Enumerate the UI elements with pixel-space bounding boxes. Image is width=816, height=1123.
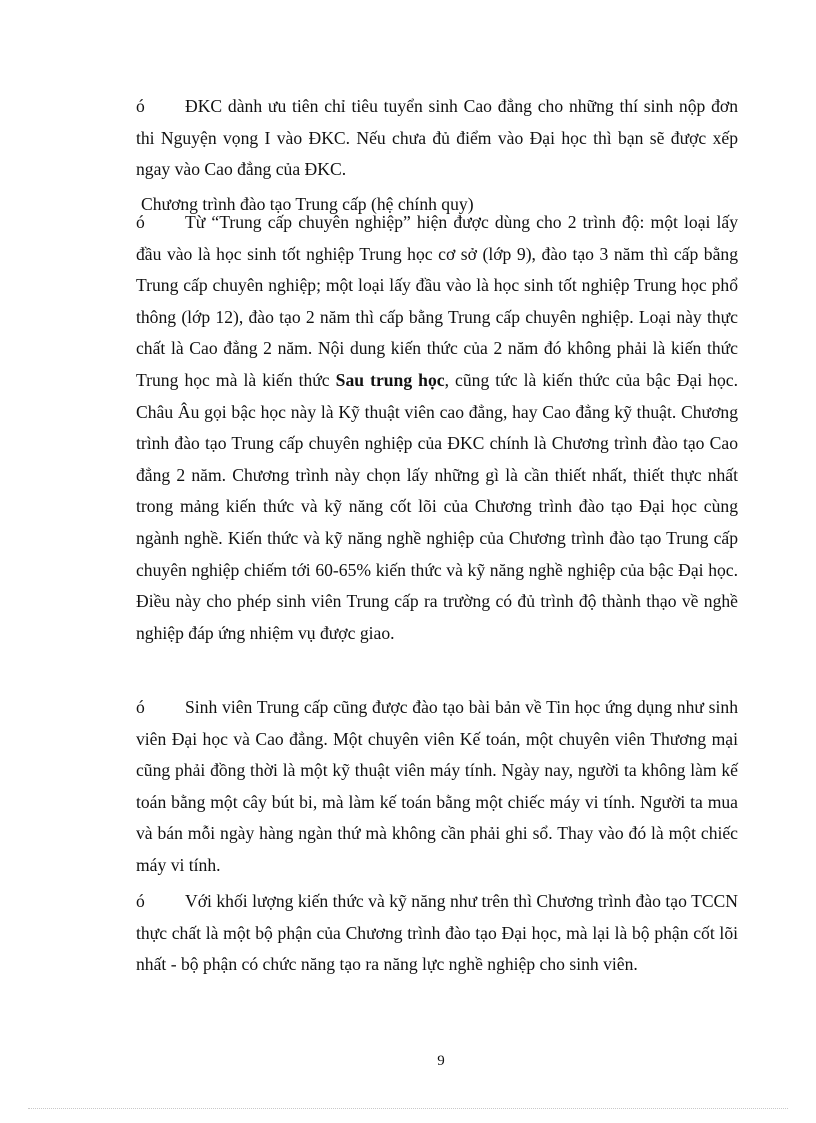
bold-phrase: Sau trung học [335,369,445,390]
bullet-symbol: ó [136,96,145,116]
page-number: 9 [437,1053,445,1069]
bullet-symbol: ó [136,212,145,232]
paragraph-text: Từ “Trung cấp chuyên nghiệp” hiện được dùng cho 2 trình độ: một loại lấy đầu vào là học sinh tốt nghiệp Trung học cơ sở (lớp 9), đào tạo 3 năm thì cấp bằng Trung cấp chuyên nghiệp; một loại lấy đầu vào là học sinh tốt nghiệp Trung học phổ thông (lớp 12), đào tạo 2 năm thì cấp bằng Trung cấp chuyên nghiệp. Loại này thực chất là Cao đẳng 2 năm. Nội dung kiến thức của 2 năm đó không phải là kiến thức Trung học mà là kiến thức [136,212,738,390]
section-heading: Chương trình đào tạo Trung cấp (hệ chính quy) [141,194,474,214]
paragraph-text: Sinh viên Trung cấp cũng được đào tạo bài bản về Tin học ứng dụng như sinh viên Đại học và Cao đẳng. Một chuyên viên Kế toán, một chuyên viên Thương mại cũng phải đồng thời là một kỹ thuật viên máy tính. Ngày nay, người ta không làm kế toán bằng một cây bút bi, mà làm kế toán bằng một chiếc máy vi tính. Người ta mua và bán mỗi ngày hàng ngàn thứ mà không cần phải ghi sổ. Thay vào đó là một chiếc máy vi tính. [136,697,738,875]
paragraph-text-continued: , cũng tức là kiến thức của bậc Đại học. Châu Âu gọi bậc học này là Kỹ thuật viên cao đẳng, hay Cao đẳng kỹ thuật. Chương trình đào tạo Trung cấp chuyên nghiệp của ĐKC chính là Chương trình đào tạo Cao đẳng 2 năm. Chương trình này chọn lấy những gì là cần thiết nhất, thiết thực nhất trong mảng kiến thức và kỹ năng cốt lõi của Chương trình đào tạo Đại học cùng ngành nghề. Kiến thức và kỹ năng nghề nghiệp của Chương trình đào tạo Trung cấp chuyên nghiệp chiếm tới 60-65% kiến thức và kỹ năng nghề nghiệp của bậc Đại học. Điều này cho phép sinh viên Trung cấp ra trường có đủ trình độ thành thạo về nghề nghiệp đáp ứng nhiệm vụ được giao. [136,369,739,643]
paragraph-trung-cap-definition [136,207,738,649]
paragraph-tccn-core [136,886,738,981]
bullet-symbol: ó [136,891,145,911]
bullet-symbol: ó [136,697,145,717]
paragraph-it-training [136,692,738,882]
footer-divider [28,1108,788,1109]
paragraph-text: Với khối lượng kiến thức và kỹ năng như trên thì Chương trình đào tạo TCCN thực chất là một bộ phận của Chương trình đào tạo Đại học, mà lại là bộ phận cốt lõi nhất - bộ phận có chức năng tạo ra năng lực nghề nghiệp cho sinh viên. [136,891,738,975]
paragraph-dkc-priority [136,91,738,186]
paragraph-text: ĐKC dành ưu tiên chỉ tiêu tuyển sinh Cao đẳng cho những thí sinh nộp đơn thi Nguyện vọng I vào ĐKC. Nếu chưa đủ điểm vào Đại học thì bạn sẽ được xếp ngay vào Cao đẳng của ĐKC. [136,96,738,180]
